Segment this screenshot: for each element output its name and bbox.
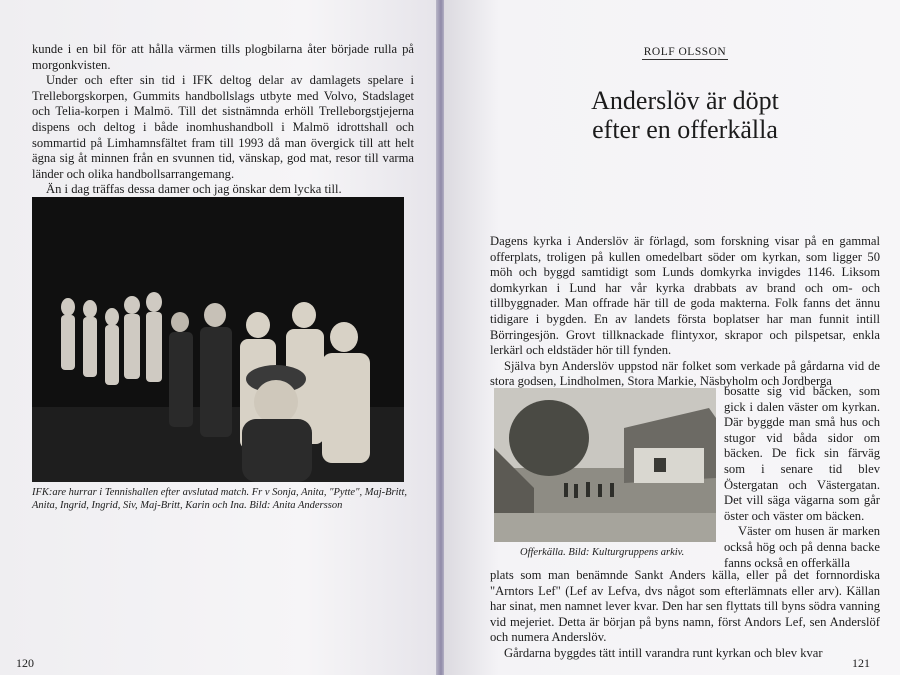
spring-photo-illustration <box>494 388 716 542</box>
photo-caption: Offerkälla. Bild: Kulturgruppens arkiv. <box>520 547 685 558</box>
body-paragraph: bosatte sig vid bäcken, som gick i dalen väster om kyrkan. Där byggde man små hus och stugor vid båda sidor om bäcken. De fick sin färväg som i senare tid blev Östergatan och Västergatan. Det vill säga vägarna som går öster och väster om bäcken. <box>724 384 880 523</box>
wrapped-text <box>724 384 880 571</box>
body-paragraph: Gårdarna byggdes tätt intill varandra runt kyrkan och blev kvar <box>504 645 823 660</box>
body-paragraph: Dagens kyrka i Anderslöv är förlagd, som forskning visar på en gammal offerplats, troligen på kullen omedelbart söder om kyrkan, som ligger 50 möh och byggd samtidigt som Lunds domkyrka invigdes 1146. Liksom domkyrkan i Lund har vår kyrka drabbats av brand och om- och tillbyggnader. Man offrade här till de goda makterna. Folk fanns det ännu tidigare i bygden. En av landets första boplatser har man funnit intill Börringesjön. Grovt tillknackade flintyxor, skrapor och pilspetsar, enkla lerkärl och eldstäder hör till fynden. <box>490 234 880 358</box>
page-number: 121 <box>852 656 870 670</box>
spring-photo <box>494 388 716 542</box>
body-paragraph: Än i dag träffas dessa damer och jag önskar dem lycka till. <box>46 182 342 197</box>
team-photo <box>32 197 404 482</box>
body-paragraph: plats som man benämnde Sankt Anders källa, eller på det fornnordiska "Arntors Lef" (Lef av Lefva, dvs något som efterlämnats eller arv). Källan har sinat, men namnet lever kvar. Den har sen flyttats till byns södra vanning vid mejeriet. Detta är början på byns namn, först Andors Lef, sen Anderslöf och numera Anderslöv. <box>490 568 880 645</box>
body-paragraph: Själva byn Anderslöv uppstod när folket som verkade på gårdarna vid de stora godsen, Lindholmen, Stora Markie, Näsbyholm och Jordberga <box>490 358 880 389</box>
photo-caption: IFK:are hurrar i Tennishallen efter avslutad match. Fr v Sonja, Anita, "Pytte", Maj-Britt, Anita, Ingrid, Ingrid, Siv, Maj-Britt, Karin och Ina. Bild: Anita Andersson <box>32 487 408 511</box>
body-paragraph: Väster om husen är marken också hög och på denna backe fanns också en offerkälla <box>724 524 880 570</box>
title-line: efter en offerkälla <box>592 115 778 144</box>
body-paragraph: kunde i en bil för att hålla värmen tills plogbilarna åter började rulla på morgonkvisten. <box>32 42 414 72</box>
title-line: Anderslöv är döpt <box>591 86 779 115</box>
article-title <box>490 86 880 144</box>
running-header: ROLF OLSSON <box>643 46 727 58</box>
page-number: 120 <box>16 656 34 670</box>
article-body <box>490 234 880 390</box>
team-photo-illustration <box>32 197 404 482</box>
body-paragraph: Under och efter sin tid i IFK deltog delar av damlagets spelare i Trelleborgskorpen, Gummits handbollslags utbyte med Volvo, Stadslaget och Telia-korpen i Malmö. Till det sistnämnda erhöll Trelleborgstjejerna dispens och deltog i både inomhushandboll i Malmö idrottshall och sommartid på Limhamnsfältet fram till 1993 då man övergick till att helt ägna sig åt minnen från en svunnen tid, vänskap, god mat, resor till varma länder och olika handbollsarrangemang. <box>32 73 414 181</box>
article-body-continued <box>490 568 880 662</box>
